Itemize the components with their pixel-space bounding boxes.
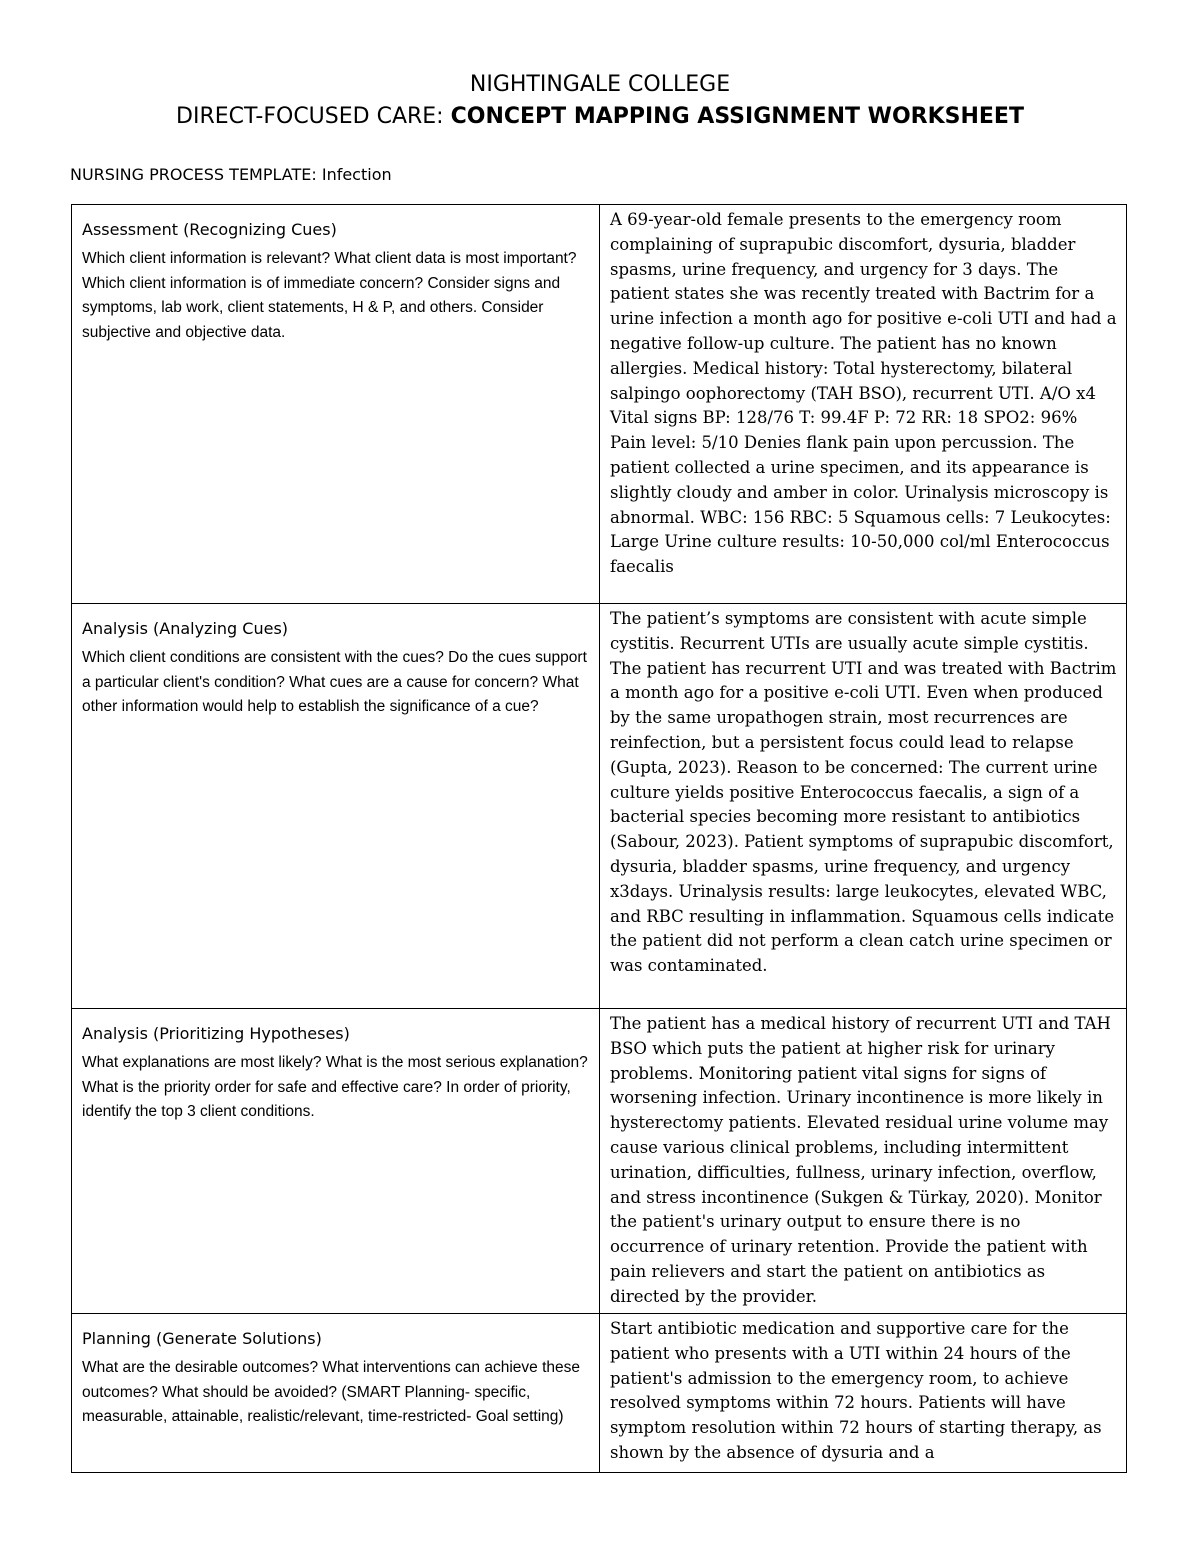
prompt-cell: [72, 205, 600, 604]
response-cell: [600, 205, 1127, 604]
section-heading: Planning (Generate Solutions): [82, 1329, 322, 1348]
worksheet-title-main: CONCEPT MAPPING ASSIGNMENT WORKSHEET: [450, 104, 1024, 129]
section-heading: Analysis (Analyzing Cues): [82, 619, 289, 638]
table-row-prioritizing-hypotheses: [72, 1009, 1127, 1314]
section-response: The patient has a medical history of recurrent UTI and TAH BSO which puts the patient at higher risk for urinary problems. Monitoring patient vital signs for signs of worsening infection. Urinary incontinence is more likely in hysterectomy patients. Elevated residual urine volume may cause various clinical problems, including intermittent urination, difficulties, fullness, urinary infection, overflow, and stress incontinence (Sukgen & Türkay, 2020). Monitor the patient's urinary output to ensure there is no occurrence of urinary retention. Provide the patient with pain relievers and start the patient on antibiotics as directed by the provider.: [610, 1014, 1111, 1306]
table-row-planning: [72, 1314, 1127, 1473]
prompt-cell: [72, 1009, 600, 1314]
section-heading: Analysis (Prioritizing Hypotheses): [82, 1024, 350, 1043]
section-response: Start antibiotic medication and supportive care for the patient who presents with a UTI within 24 hours of the patient's admission to the emergency room, to achieve resolved symptoms within 72 hours. Patients will have symptom resolution within 72 hours of starting therapy, as shown by the absence of dysuria and a: [610, 1319, 1102, 1462]
section-response: A 69-year-old female presents to the emergency room complaining of suprapubic discomfort, dysuria, bladder spasms, urine frequency, and urgency for 3 days. The patient states she was recently treated with Bactrim for a urine infection a month ago for positive e-coli UTI and had a negative follow-up culture. The patient has no known allergies. Medical history: Total hysterectomy, bilateral salpingo oophorectomy (TAH BSO), recurrent UTI. A/O x4 Vital signs BP: 128/76 T: 99.4F P: 72 RR: 18 SPO2: 96% Pain level: 5/10 Denies flank pain upon percussion. The patient collected a urine specimen, and its appearance is slightly cloudy and amber in color. Urinalysis microscopy is abnormal. WBC: 156 RBC: 5 Squamous cells: 7 Leukocytes: Large Urine culture results: 10-50,000 col/ml Enterococcus faecalis: [610, 210, 1117, 577]
table-row-assessment: [72, 205, 1127, 604]
response-cell: [600, 1009, 1127, 1314]
template-label: NURSING PROCESS TEMPLATE: Infection: [70, 165, 392, 184]
section-prompt: Which client conditions are consistent with the cues? Do the cues support a particular client's condition? What cues are a cause for concern? What other information would help to establish the significance of a cue?: [82, 649, 587, 715]
section-response: The patient’s symptoms are consistent with acute simple cystitis. Recurrent UTIs are usually acute simple cystitis. The patient has recurrent UTI and was treated with Bactrim a month ago for a positive e-coli UTI. Even when produced by the same uropathogen strain, most recurrences are reinfection, but a persistent focus could lead to relapse (Gupta, 2023). Reason to be concerned: The current urine culture yields positive Enterococcus faecalis, a sign of a bacterial species becoming more resistant to antibiotics (Sabour, 2023). Patient symptoms of suprapubic discomfort, dysuria, bladder spasms, urine frequency, and urgency x3days. Urinalysis results: large leukocytes, elevated WBC, and RBC resulting in inflammation. Squamous cells indicate the patient did not perform a clean catch urine specimen or was contaminated.: [610, 609, 1117, 976]
college-title: NIGHTINGALE COLLEGE: [469, 72, 731, 97]
section-prompt: What are the desirable outcomes? What interventions can achieve these outcomes? What should be avoided? (SMART Planning- specific, measurable, attainable, realistic/relevant, time-restricted- Goal setting): [82, 1359, 580, 1425]
section-prompt: Which client information is relevant? What client data is most important? Which client information is of immediate concern? Consider signs and symptoms, lab work, client statements, H & P, and others. Consider subjective and objective data.: [82, 250, 577, 341]
nursing-process-table: [71, 204, 1127, 1473]
section-prompt: What explanations are most likely? What is the most serious explanation? What is the priority order for safe and effective care? In order of priority, identify the top 3 client conditions.: [82, 1054, 588, 1120]
response-cell: [600, 604, 1127, 1009]
worksheet-title: [0, 102, 1200, 132]
response-cell: [600, 1314, 1127, 1473]
prompt-cell: [72, 604, 600, 1009]
worksheet-title-prefix: DIRECT-FOCUSED CARE:: [176, 104, 451, 129]
section-heading: Assessment (Recognizing Cues): [82, 220, 337, 239]
prompt-cell: [72, 1314, 600, 1473]
table-row-analyzing-cues: [72, 604, 1127, 1009]
